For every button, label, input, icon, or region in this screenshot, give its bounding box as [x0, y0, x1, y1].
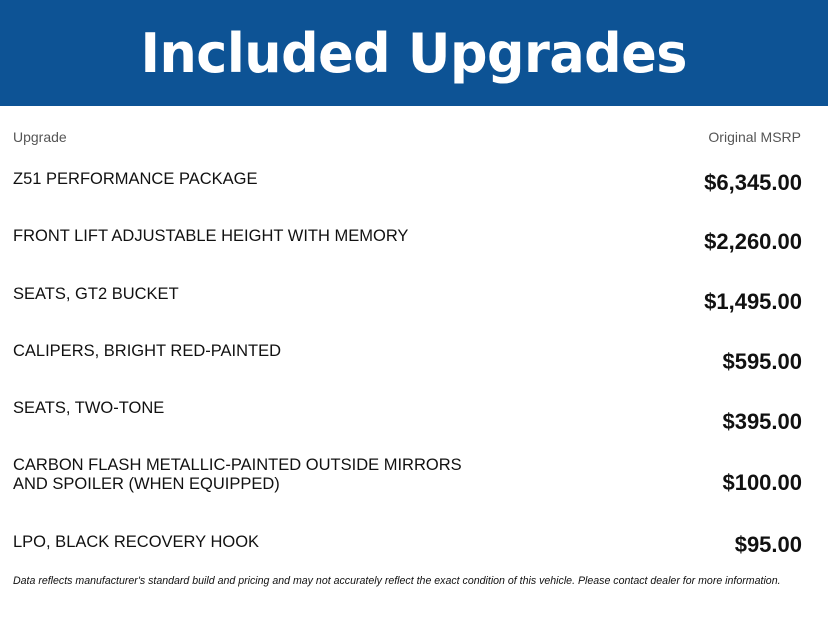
- upgrade-price: $595.00: [722, 349, 802, 374]
- upgrade-name-line: AND SPOILER (WHEN EQUIPPED): [13, 475, 280, 493]
- upgrade-name-line: FRONT LIFT ADJUSTABLE HEIGHT WITH MEMORY: [13, 227, 409, 245]
- upgrade-name-line: Z51 PERFORMANCE PACKAGE: [13, 170, 258, 188]
- upgrade-name: [13, 170, 533, 189]
- page-title: Included Upgrades: [140, 21, 688, 85]
- upgrade-price: $95.00: [734, 532, 802, 557]
- upgrade-name: [13, 227, 533, 246]
- upgrade-name: [13, 533, 533, 552]
- upgrade-name: [13, 456, 533, 494]
- upgrade-name-line: SEATS, TWO-TONE: [13, 399, 165, 417]
- upgrade-price: $6,345.00: [704, 170, 802, 195]
- column-header-msrp: Original MSRP: [708, 129, 801, 145]
- list-item: [0, 399, 828, 459]
- upgrade-name-line: CARBON FLASH METALLIC-PAINTED OUTSIDE MIRRORS: [13, 456, 462, 474]
- list-item: [0, 342, 828, 402]
- column-header-upgrade: Upgrade: [13, 129, 67, 145]
- disclaimer-text: Data reflects manufacturer's standard build and pricing and may not accurately reflect the exact condition of this vehicle. Please contact dealer for more information.: [13, 575, 781, 587]
- upgrade-name: [13, 342, 533, 361]
- upgrade-price: $100.00: [722, 470, 802, 495]
- upgrade-name-line: SEATS, GT2 BUCKET: [13, 285, 179, 303]
- upgrade-name: [13, 285, 533, 304]
- upgrade-name-line: LPO, BLACK RECOVERY HOOK: [13, 533, 260, 551]
- list-item: [0, 456, 828, 516]
- upgrade-price: $1,495.00: [704, 289, 802, 314]
- upgrade-name-line: CALIPERS, BRIGHT RED-PAINTED: [13, 342, 282, 360]
- upgrade-price: $395.00: [722, 409, 802, 434]
- header-banner: [0, 0, 828, 106]
- upgrade-name: [13, 399, 533, 418]
- list-item: [0, 170, 828, 230]
- list-item: [0, 227, 828, 287]
- upgrade-price: $2,260.00: [704, 229, 802, 254]
- list-item: [0, 285, 828, 345]
